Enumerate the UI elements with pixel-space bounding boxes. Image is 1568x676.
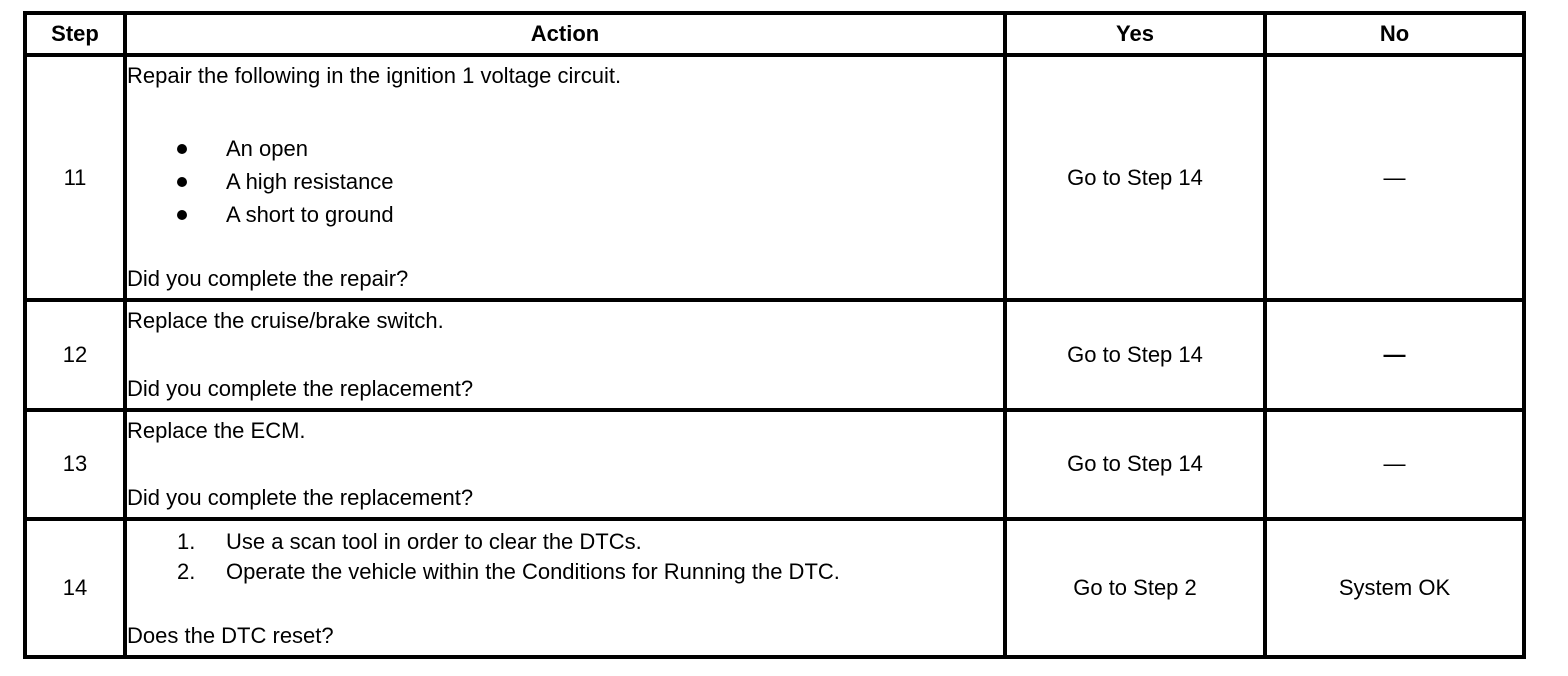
action-question: Did you complete the replacement? [127, 375, 474, 401]
header-step: Step [25, 13, 125, 55]
action-question: Did you complete the repair? [127, 266, 409, 292]
action-cell [125, 300, 1005, 409]
header-row [25, 13, 1524, 55]
table-row [25, 300, 1524, 409]
list-text: Operate the vehicle within the Conditions for Running the DTC. [226, 558, 840, 584]
no-cell: — [1265, 55, 1524, 300]
action-intro: Replace the ECM. [127, 417, 306, 443]
step-number: 11 [25, 55, 125, 300]
bullet-icon [177, 210, 187, 220]
action-question: Did you complete the replacement? [127, 484, 474, 510]
action-cell [125, 519, 1005, 657]
header-yes: Yes [1005, 13, 1265, 55]
list-number: 2. [177, 558, 196, 584]
yes-cell: Go to Step 14 [1005, 55, 1265, 300]
list-item [127, 557, 1003, 587]
table-row [25, 410, 1524, 519]
no-cell: — [1265, 300, 1524, 409]
action-cell [125, 410, 1005, 519]
table-row [25, 519, 1524, 657]
bullet-text: A short to ground [226, 202, 394, 227]
table-row [25, 55, 1524, 300]
no-cell: System OK [1265, 519, 1524, 657]
list-number: 1. [177, 528, 196, 554]
bullet-icon [177, 177, 187, 187]
list-item [127, 527, 1003, 557]
list-item [127, 165, 1003, 198]
header-no: No [1265, 13, 1524, 55]
action-question: Does the DTC reset? [127, 623, 334, 648]
action-cell [125, 55, 1005, 300]
list-text: Use a scan tool in order to clear the DTCs. [226, 528, 642, 554]
yes-cell: Go to Step 14 [1005, 300, 1265, 409]
action-intro: Repair the following in the ignition 1 voltage circuit. [127, 63, 622, 88]
no-cell: — [1265, 410, 1524, 519]
numbered-list [127, 527, 1003, 587]
yes-cell: Go to Step 2 [1005, 519, 1265, 657]
bullet-list [127, 132, 1003, 231]
list-item [127, 132, 1003, 165]
list-item [127, 198, 1003, 231]
header-action: Action [125, 13, 1005, 55]
step-number: 12 [25, 300, 125, 409]
diagnostic-table [23, 11, 1526, 659]
step-number: 13 [25, 410, 125, 519]
bullet-text: An open [226, 136, 308, 161]
step-number: 14 [25, 519, 125, 657]
yes-cell: Go to Step 14 [1005, 410, 1265, 519]
bullet-icon [177, 144, 187, 154]
bullet-text: A high resistance [226, 169, 394, 194]
action-intro: Replace the cruise/brake switch. [127, 308, 444, 334]
